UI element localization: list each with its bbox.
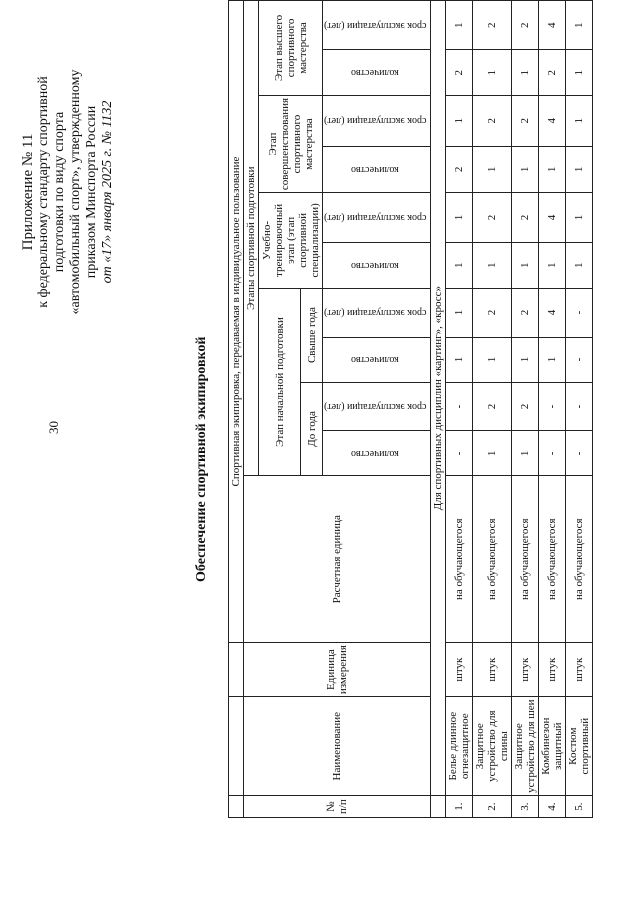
table-row xyxy=(512,1,539,818)
qty-header: количество xyxy=(323,242,431,288)
row-value: 2 xyxy=(539,50,566,95)
table-row xyxy=(566,1,593,818)
qty-header: количество xyxy=(323,337,431,382)
stage-initial-header: Этап начальной подготовки xyxy=(259,288,301,476)
row-value: 2 xyxy=(473,95,512,146)
row-calc: на обучающегося xyxy=(566,476,593,643)
section-empty xyxy=(431,796,446,818)
header-empty xyxy=(229,796,244,818)
row-value: 1 xyxy=(539,242,566,288)
row-value: 1 xyxy=(473,337,512,382)
qty-header: количество xyxy=(323,431,431,476)
row-value: 1 xyxy=(566,146,593,193)
row-value: 1 xyxy=(446,95,473,146)
row-value: 2 xyxy=(473,193,512,243)
row-value: 1 xyxy=(446,242,473,288)
row-name: Белье длинное огнезащитное xyxy=(446,697,473,796)
row-value: 1 xyxy=(512,50,539,95)
row-value: - xyxy=(566,337,593,382)
stage-higher-header: Этап высшего спортивного мастерства xyxy=(259,1,323,96)
row-num: 5. xyxy=(566,796,593,818)
term-header: срок эксплуатации (лет) xyxy=(323,382,431,431)
row-value: 2 xyxy=(446,50,473,95)
row-value: 1 xyxy=(446,288,473,337)
row-name: Защитное устройство для спины xyxy=(473,697,512,796)
equipment-table xyxy=(228,0,593,818)
qty-header: количество xyxy=(323,50,431,95)
row-num: 3. xyxy=(512,796,539,818)
term-header: срок эксплуатации (лет) xyxy=(323,95,431,146)
row-unit: штук xyxy=(566,643,593,697)
row-value: 1 xyxy=(539,337,566,382)
term-header: срок эксплуатации (лет) xyxy=(323,1,431,50)
section-header: Для спортивных дисциплин «картинг», «кросс» xyxy=(431,1,446,796)
row-unit: штук xyxy=(446,643,473,697)
row-name: Костюм спортивный xyxy=(566,697,593,796)
row-unit: штук xyxy=(512,643,539,697)
appendix-line: к федеральному стандарту спортивной xyxy=(36,76,51,308)
row-name: Комбинезон защитный xyxy=(539,697,566,796)
row-value: 1 xyxy=(566,95,593,146)
appendix-line: «автомобильный спорт», утвержденному xyxy=(68,69,83,315)
page-number: 30 xyxy=(46,421,61,434)
row-value: 2 xyxy=(512,382,539,431)
header-empty xyxy=(229,643,244,697)
row-value: 1 xyxy=(446,337,473,382)
row-value: - xyxy=(539,382,566,431)
row-value: 2 xyxy=(473,1,512,50)
row-value: 4 xyxy=(539,1,566,50)
appendix-header xyxy=(20,22,116,362)
sub-over-year: Свыше года xyxy=(301,288,323,382)
row-value: 1 xyxy=(566,1,593,50)
row-value: 1 xyxy=(566,242,593,288)
table-row xyxy=(446,1,473,818)
row-value: 1 xyxy=(512,337,539,382)
term-header: срок эксплуатации (лет) xyxy=(323,193,431,243)
row-value: 1 xyxy=(566,50,593,95)
row-value: 1 xyxy=(473,242,512,288)
row-name: Защитное устройство для шеи xyxy=(512,697,539,796)
row-num: 1. xyxy=(446,796,473,818)
row-value: 1 xyxy=(512,431,539,476)
row-value: - xyxy=(566,288,593,337)
row-value: 1 xyxy=(473,50,512,95)
row-value: 1 xyxy=(512,242,539,288)
row-value: 1 xyxy=(512,146,539,193)
row-value: - xyxy=(566,382,593,431)
stage-improvement-header: Этап совершенствования спортивного мастерства xyxy=(259,95,323,192)
term-header: срок эксплуатации (лет) xyxy=(323,288,431,337)
row-num: 2. xyxy=(473,796,512,818)
row-value: 2 xyxy=(512,288,539,337)
row-value: 1 xyxy=(446,1,473,50)
row-value: 4 xyxy=(539,193,566,243)
row-value: 1 xyxy=(473,146,512,193)
row-value: 2 xyxy=(512,1,539,50)
table-body xyxy=(446,1,593,818)
row-value: 4 xyxy=(539,95,566,146)
stages-header: Этапы спортивной подготовки xyxy=(244,1,259,476)
row-value: - xyxy=(566,431,593,476)
col-calc-header: Расчетная единица xyxy=(244,476,431,643)
row-calc: на обучающегося xyxy=(539,476,566,643)
row-value: 1 xyxy=(446,193,473,243)
appendix-line: приказом Минспорта России xyxy=(84,105,99,279)
row-value: 2 xyxy=(473,382,512,431)
row-num: 4. xyxy=(539,796,566,818)
col-unit-header: Единица измерения xyxy=(244,643,431,697)
row-value: - xyxy=(446,382,473,431)
row-value: - xyxy=(539,431,566,476)
table-row xyxy=(473,1,512,818)
header-empty xyxy=(229,697,244,796)
row-value: 1 xyxy=(473,431,512,476)
document-title: Обеспечение спортивной экипировкой xyxy=(194,336,209,582)
stage-training-header: Учебно-тренировочный этап (этап спортивной специализации) xyxy=(259,193,323,288)
row-calc: на обучающегося xyxy=(473,476,512,643)
qty-header: количество xyxy=(323,146,431,193)
sub-until-year: До года xyxy=(301,382,323,476)
row-value: - xyxy=(446,431,473,476)
appendix-date-line: от «17» января 2025 г. № 1132 xyxy=(100,100,115,284)
row-value: 2 xyxy=(512,95,539,146)
col-num-header: № п/п xyxy=(244,796,431,818)
row-value: 2 xyxy=(446,146,473,193)
group-header: Спортивная экипировка, передаваемая в индивидуальное пользование xyxy=(229,1,244,643)
row-value: 1 xyxy=(566,193,593,243)
row-unit: штук xyxy=(539,643,566,697)
row-value: 2 xyxy=(512,193,539,243)
row-value: 1 xyxy=(539,146,566,193)
row-value: 2 xyxy=(473,288,512,337)
row-value: 4 xyxy=(539,288,566,337)
table-row xyxy=(539,1,566,818)
row-unit: штук xyxy=(473,643,512,697)
row-calc: на обучающегося xyxy=(446,476,473,643)
appendix-line: подготовки по виду спорта xyxy=(52,111,67,273)
col-name-header: Наименование xyxy=(244,697,431,796)
row-calc: на обучающегося xyxy=(512,476,539,643)
appendix-title: Приложение № 11 xyxy=(20,133,36,251)
